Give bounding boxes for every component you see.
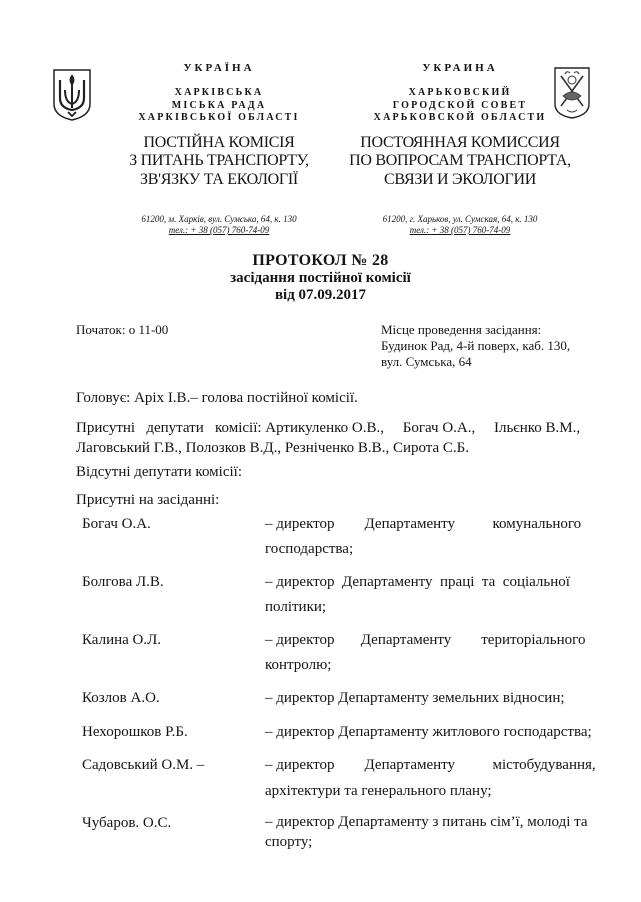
commission-line: СВЯЗИ И ЭКОЛОГИИ [384,170,536,188]
role-line: контролю; [265,657,332,673]
commission-name-ua [84,134,354,190]
council-name-ua [84,87,354,125]
attendee-role [265,513,596,560]
council-line: ХАРКІВСЬКА [174,87,264,98]
address-line: 61200, м. Харків, вул. Сумська, 64, к. 130 [141,214,297,224]
attendee-name: Калина О.Л. [82,632,162,648]
role-line: – директор Департаменту праці та соціальної [265,574,570,590]
attendee-name: Нехорошков Р.Б. [82,724,188,740]
protocol-date: від 07.09.2017 [274,287,367,303]
protocol-number: ПРОТОКОЛ № 28 [252,252,389,269]
attendee-role [265,721,596,743]
commission-line: ПО ВОПРОСАМ ТРАНСПОРТА, [349,152,571,169]
attendee-name: Болгова Л.В. [82,574,164,590]
present-deputies [76,418,608,458]
country-name-ru: УКРАИНА [422,62,498,74]
council-line: ГОРОДСКОЙ СОВЕТ [392,99,528,111]
deputies-line: Присутні депутати комісії: Артикуленко О.В., Богач О.А., Ільєнко В.М., [76,420,581,436]
commission-line: ПОСТОЯННАЯ КОМИССИЯ [360,133,560,151]
role-line: архітектури та генерального плану; [265,783,492,799]
commission-line: З ПИТАНЬ ТРАНСПОРТУ, [129,152,309,169]
address-line: 61200, г. Харьков, ул. Сумская, 64, к. 130 [382,214,538,224]
header-left [84,62,354,236]
header-right [325,62,595,236]
attendee-name: Садовський О.М. – [82,757,205,773]
attendee-name: Чубаров. О.С. [82,815,172,831]
place-line: вул. Сумська, 64 [381,354,472,369]
council-line: МІСЬКА РАДА [171,99,267,111]
phone-line: тел.: + 38 (057) 760-74-09 [409,225,511,235]
attendee-role [265,571,596,618]
role-line: – директор Департаменту містобудування, [265,757,596,773]
attendees-heading: Присутні на засіданні: [76,492,220,508]
attendee-name: Козлов А.О. [82,690,160,706]
role-line: – директор Департаменту комунального [265,516,582,532]
protocol-subtitle: засідання постійної комісії [230,270,411,286]
role-line: – директор Департаменту земельних відносин; [265,690,565,706]
attendee-role [265,687,596,709]
role-line: спорту; [265,834,313,850]
phone-line: тел.: + 38 (057) 760-74-09 [168,225,270,235]
meeting-start: Початок: о 11-00 [76,322,169,337]
commission-name-ru [325,134,595,190]
attendee-role [265,754,596,802]
place-label: Місце проведення засідання: [381,322,542,337]
commission-line: ПОСТІЙНА КОМІСІЯ [143,133,295,151]
commission-line: ЗВ'ЯЗКУ ТА ЕКОЛОГІЇ [140,170,298,188]
absent-deputies: Відсутні депутати комісії: [76,464,242,480]
country-name-ua: УКРАЇНА [183,62,255,74]
council-line: ХАРКІВСЬКОЇ ОБЛАСТІ [138,112,300,123]
role-line: – директор Департаменту територіального [265,632,586,648]
meeting-place [381,322,611,370]
council-line: ХАРЬКОВСКИЙ [408,87,512,98]
role-line: господарства; [265,541,354,557]
chair-line: Головує: Аріх І.В.– голова постійної комісії. [76,390,358,406]
role-line: – директор Департаменту житлового господарства; [265,724,592,740]
address-ru [325,214,595,236]
place-line: Будинок Рад, 4-й поверх, каб. 130, [381,338,571,353]
role-line: політики; [265,599,327,615]
document-title [0,252,641,304]
attendee-role [265,812,596,852]
attendee-role [265,629,596,676]
address-ua [84,214,354,236]
council-line: ХАРЬКОВСКОЙ ОБЛАСТИ [373,112,547,123]
council-name-ru [325,87,595,125]
role-line: – директор Департаменту з питань сім’ї, молоді та [265,814,588,830]
attendee-name: Богач О.А. [82,516,151,532]
deputies-line: Лаговський Г.В., Полозков В.Д., Резніченко В.В., Сирота С.Б. [76,440,470,456]
